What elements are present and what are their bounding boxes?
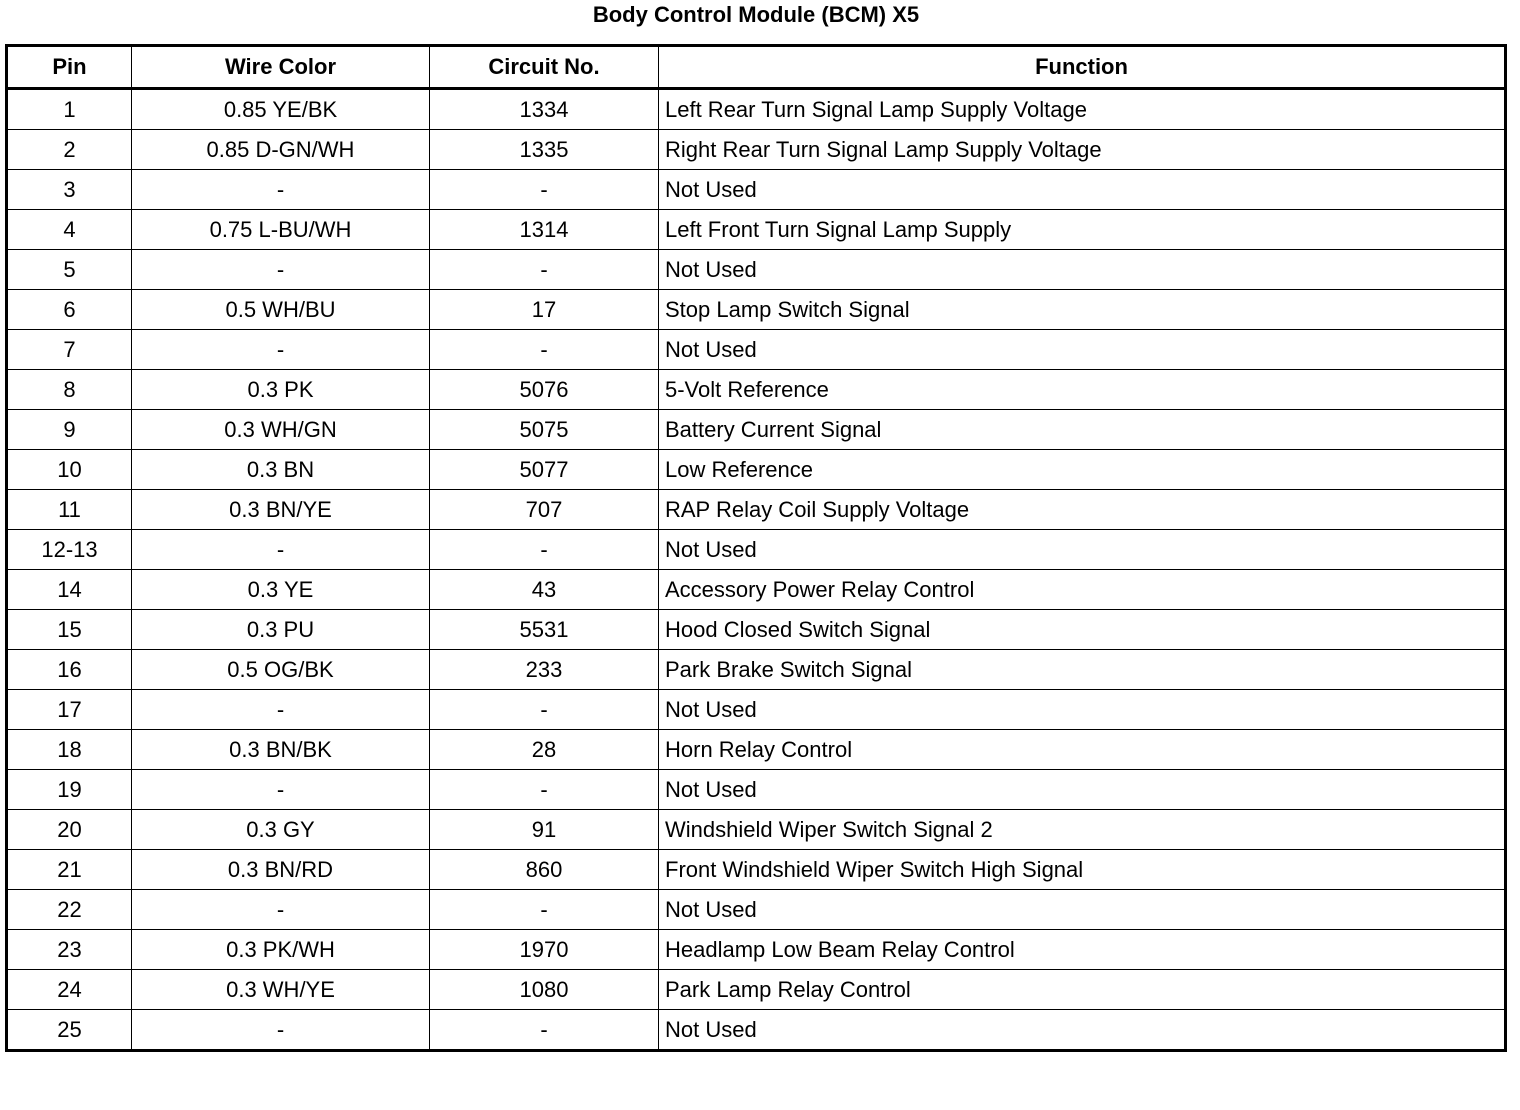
pin-cell: 24 — [7, 970, 132, 1010]
table-row — [7, 530, 1506, 570]
wire-color-cell: 0.85 D-GN/WH — [132, 130, 430, 170]
table-row — [7, 370, 1506, 410]
circuit-no-cell: 91 — [430, 810, 659, 850]
table-row — [7, 850, 1506, 890]
wire-color-cell: 0.3 PU — [132, 610, 430, 650]
circuit-no-cell: 5531 — [430, 610, 659, 650]
function-cell: Left Rear Turn Signal Lamp Supply Voltage — [659, 89, 1506, 130]
circuit-no-cell: - — [430, 170, 659, 210]
header-wire-color: Wire Color — [132, 46, 430, 89]
table-row — [7, 1010, 1506, 1051]
table-row — [7, 610, 1506, 650]
circuit-no-cell: 1314 — [430, 210, 659, 250]
function-cell: Windshield Wiper Switch Signal 2 — [659, 810, 1506, 850]
table-row — [7, 970, 1506, 1010]
table-row — [7, 890, 1506, 930]
page-title: Body Control Module (BCM) X5 — [592, 2, 920, 27]
table-row — [7, 570, 1506, 610]
function-cell: 5-Volt Reference — [659, 370, 1506, 410]
wire-color-cell: - — [132, 530, 430, 570]
wire-color-cell: 0.3 WH/GN — [132, 410, 430, 450]
function-cell: Headlamp Low Beam Relay Control — [659, 930, 1506, 970]
pin-cell: 23 — [7, 930, 132, 970]
pin-cell: 5 — [7, 250, 132, 290]
circuit-no-cell: 1970 — [430, 930, 659, 970]
pin-cell: 17 — [7, 690, 132, 730]
table-row — [7, 410, 1506, 450]
function-cell: Not Used — [659, 530, 1506, 570]
function-cell: Not Used — [659, 1010, 1506, 1051]
pin-cell: 21 — [7, 850, 132, 890]
pin-cell: 18 — [7, 730, 132, 770]
circuit-no-cell: - — [430, 690, 659, 730]
header-circuit-no: Circuit No. — [430, 46, 659, 89]
function-cell: Low Reference — [659, 450, 1506, 490]
pin-cell: 15 — [7, 610, 132, 650]
function-cell: Not Used — [659, 770, 1506, 810]
header-pin: Pin — [7, 46, 132, 89]
wire-color-cell: 0.3 GY — [132, 810, 430, 850]
pin-cell: 10 — [7, 450, 132, 490]
wire-color-cell: 0.5 WH/BU — [132, 290, 430, 330]
table-row — [7, 650, 1506, 690]
pin-cell: 19 — [7, 770, 132, 810]
circuit-no-cell: 1080 — [430, 970, 659, 1010]
circuit-no-cell: 28 — [430, 730, 659, 770]
function-cell: Battery Current Signal — [659, 410, 1506, 450]
circuit-no-cell: 5076 — [430, 370, 659, 410]
pin-cell: 2 — [7, 130, 132, 170]
table-row — [7, 810, 1506, 850]
function-cell: RAP Relay Coil Supply Voltage — [659, 490, 1506, 530]
pin-cell: 20 — [7, 810, 132, 850]
table-row — [7, 730, 1506, 770]
circuit-no-cell: - — [430, 330, 659, 370]
table-row — [7, 130, 1506, 170]
wire-color-cell: 0.3 YE — [132, 570, 430, 610]
function-cell: Stop Lamp Switch Signal — [659, 290, 1506, 330]
circuit-no-cell: - — [430, 250, 659, 290]
table-row — [7, 930, 1506, 970]
wire-color-cell: - — [132, 690, 430, 730]
circuit-no-cell: 1335 — [430, 130, 659, 170]
table-row — [7, 330, 1506, 370]
pin-cell: 4 — [7, 210, 132, 250]
circuit-no-cell: 17 — [430, 290, 659, 330]
circuit-no-cell: - — [430, 1010, 659, 1051]
wire-color-cell: 0.75 L-BU/WH — [132, 210, 430, 250]
function-cell: Front Windshield Wiper Switch High Signal — [659, 850, 1506, 890]
function-cell: Not Used — [659, 330, 1506, 370]
function-cell: Right Rear Turn Signal Lamp Supply Voltage — [659, 130, 1506, 170]
function-cell: Not Used — [659, 890, 1506, 930]
table-row — [7, 170, 1506, 210]
wire-color-cell: - — [132, 890, 430, 930]
pin-cell: 8 — [7, 370, 132, 410]
connector-pinout-table — [5, 44, 1507, 1052]
wire-color-cell: 0.3 WH/YE — [132, 970, 430, 1010]
circuit-no-cell: 1334 — [430, 89, 659, 130]
pin-cell: 9 — [7, 410, 132, 450]
function-cell: Horn Relay Control — [659, 730, 1506, 770]
wire-color-cell: 0.5 OG/BK — [132, 650, 430, 690]
table-row — [7, 770, 1506, 810]
table-row — [7, 210, 1506, 250]
pin-cell: 3 — [7, 170, 132, 210]
circuit-no-cell: - — [430, 770, 659, 810]
pin-cell: 25 — [7, 1010, 132, 1051]
pin-cell: 12-13 — [7, 530, 132, 570]
wire-color-cell: - — [132, 250, 430, 290]
wire-color-cell: 0.3 BN/BK — [132, 730, 430, 770]
circuit-no-cell: 233 — [430, 650, 659, 690]
function-cell: Not Used — [659, 250, 1506, 290]
table-row — [7, 450, 1506, 490]
wire-color-cell: 0.3 BN/YE — [132, 490, 430, 530]
wire-color-cell: 0.85 YE/BK — [132, 89, 430, 130]
pin-cell: 16 — [7, 650, 132, 690]
wire-color-cell: 0.3 PK/WH — [132, 930, 430, 970]
table-row — [7, 89, 1506, 130]
function-cell: Left Front Turn Signal Lamp Supply — [659, 210, 1506, 250]
table-header — [7, 46, 1506, 89]
header-row — [7, 46, 1506, 89]
pin-cell: 6 — [7, 290, 132, 330]
pin-cell: 22 — [7, 890, 132, 930]
table-body — [7, 89, 1506, 1051]
function-cell: Park Brake Switch Signal — [659, 650, 1506, 690]
circuit-no-cell: 860 — [430, 850, 659, 890]
wire-color-cell: - — [132, 770, 430, 810]
wire-color-cell: - — [132, 170, 430, 210]
table-row — [7, 290, 1506, 330]
function-cell: Not Used — [659, 170, 1506, 210]
function-cell: Hood Closed Switch Signal — [659, 610, 1506, 650]
wire-color-cell: 0.3 PK — [132, 370, 430, 410]
function-cell: Not Used — [659, 690, 1506, 730]
function-cell: Park Lamp Relay Control — [659, 970, 1506, 1010]
function-cell: Accessory Power Relay Control — [659, 570, 1506, 610]
pin-cell: 1 — [7, 89, 132, 130]
wire-color-cell: 0.3 BN/RD — [132, 850, 430, 890]
circuit-no-cell: 5075 — [430, 410, 659, 450]
table-row — [7, 690, 1506, 730]
table-row — [7, 250, 1506, 290]
header-function: Function — [659, 46, 1506, 89]
circuit-no-cell: - — [430, 890, 659, 930]
wire-color-cell: 0.3 BN — [132, 450, 430, 490]
pin-cell: 11 — [7, 490, 132, 530]
circuit-no-cell: 707 — [430, 490, 659, 530]
pin-cell: 14 — [7, 570, 132, 610]
circuit-no-cell: 5077 — [430, 450, 659, 490]
table-row — [7, 490, 1506, 530]
wire-color-cell: - — [132, 1010, 430, 1051]
wire-color-cell: - — [132, 330, 430, 370]
pin-cell: 7 — [7, 330, 132, 370]
circuit-no-cell: - — [430, 530, 659, 570]
circuit-no-cell: 43 — [430, 570, 659, 610]
